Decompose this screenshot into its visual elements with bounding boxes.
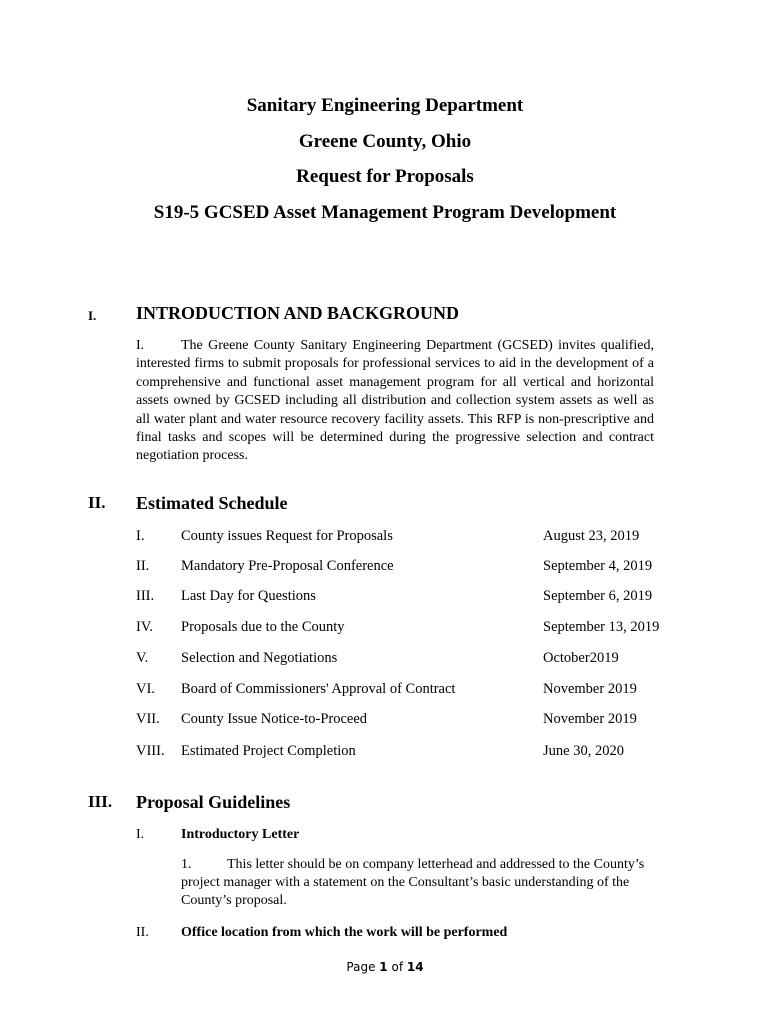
guideline-heading-intro-letter: Introductory Letter [181, 827, 300, 842]
schedule-row-number: II. [136, 558, 150, 574]
schedule-row-date: June 30, 2020 [543, 743, 624, 759]
schedule-row [136, 679, 696, 699]
schedule-row-description: Selection and Negotiations [181, 650, 338, 666]
title-county: Greene County, Ohio [298, 131, 472, 152]
guideline-number: II. [136, 925, 149, 940]
intro-para-text: The Greene County Sanitary Engineering Department (GCSED) invites qualified, interested firms to submit proposals for professional services to aid in the development of a comprehensive and functional asset management program for all vertical and horizontal assets owned by GCSED including all distribution and collection system assets as well as all water plant and water resource recovery facility assets. This RFP is non-prescriptive and final tasks and scopes will be determined during the progressive selection and contract negotiation process. [136, 338, 654, 464]
schedule-row-description: Proposals due to the County [181, 619, 345, 635]
schedule-row-date: October2019 [543, 650, 619, 666]
schedule-row-date: August 23, 2019 [543, 528, 640, 544]
guideline-paragraph [181, 856, 665, 910]
schedule-row [136, 586, 696, 606]
footer-page-total: 14 [406, 960, 424, 974]
schedule-row-number: IV. [136, 619, 154, 635]
guideline-number: I. [136, 827, 145, 842]
schedule-row-description: Mandatory Pre-Proposal Conference [181, 558, 394, 574]
footer-page-current: 1 [379, 960, 388, 974]
schedule-row-date: September 4, 2019 [543, 558, 653, 574]
schedule-row-date: November 2019 [543, 711, 637, 727]
guideline-para-number: 1. [181, 857, 192, 872]
schedule-row-description: Last Day for Questions [181, 588, 316, 604]
schedule-row-date: November 2019 [543, 681, 637, 697]
title-rfp: Request for Proposals [296, 166, 474, 187]
section1-heading: INTRODUCTION AND BACKGROUND [136, 303, 460, 323]
schedule-row-date: September 13, 2019 [543, 619, 660, 635]
intro-paragraph [136, 337, 654, 466]
schedule-row-number: I. [136, 528, 145, 544]
schedule-row [136, 648, 696, 668]
section1-number: I. [88, 308, 97, 323]
schedule-row-number: III. [136, 588, 155, 604]
title-project: S19-5 GCSED Asset Management Program Development [153, 202, 617, 223]
section2-heading: Estimated Schedule [136, 493, 288, 513]
schedule-row-description: County issues Request for Proposals [181, 528, 393, 544]
schedule-row-description: Estimated Project Completion [181, 743, 356, 759]
title-department: Sanitary Engineering Department [246, 95, 524, 116]
schedule-row [136, 526, 696, 546]
schedule-row [136, 617, 696, 637]
section3-heading: Proposal Guidelines [136, 792, 291, 812]
schedule-row-number: V. [136, 650, 149, 666]
footer-page-word: Page [346, 960, 376, 974]
schedule-row-number: VIII. [136, 743, 165, 759]
schedule-row-number: VI. [136, 681, 155, 697]
schedule-row-description: Board of Commissioners' Approval of Contract [181, 681, 456, 697]
schedule-row-description: County Issue Notice-to-Proceed [181, 711, 368, 727]
guideline-heading-office-location: Office location from which the work will be performed [181, 925, 508, 940]
schedule-row [136, 741, 696, 761]
guideline-para-text: This letter should be on company letterhead and addressed to the County’s project manager with a statement on the Consultant’s basic understanding of the County’s proposal. [181, 857, 645, 908]
page-footer [0, 960, 770, 974]
section2-number: II. [88, 493, 106, 512]
schedule-row-date: September 6, 2019 [543, 588, 653, 604]
intro-para-number: I. [136, 338, 145, 353]
section3-number: III. [88, 792, 113, 811]
schedule-row [136, 709, 696, 729]
schedule-row [136, 556, 696, 576]
footer-of-word: of [391, 960, 404, 974]
schedule-row-number: VII. [136, 711, 160, 727]
